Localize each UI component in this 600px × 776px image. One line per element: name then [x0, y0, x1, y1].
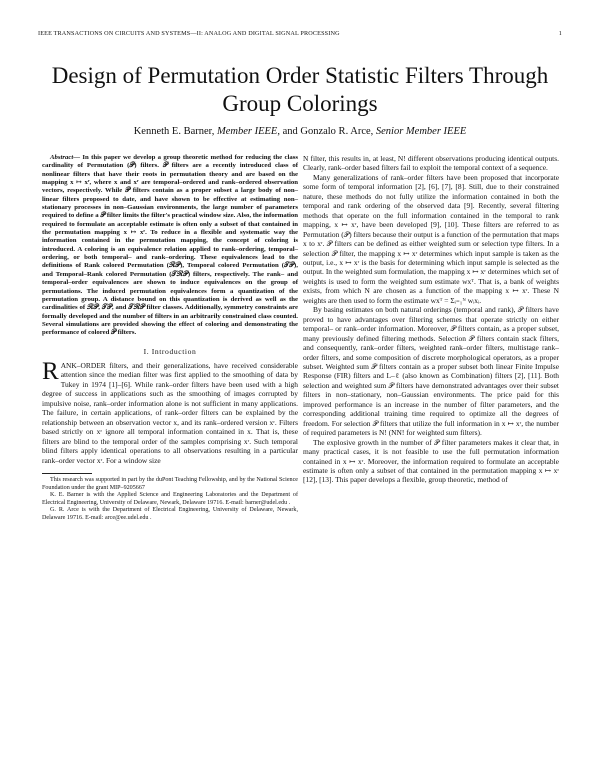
right-column	[303, 154, 559, 485]
right-paragraph-2: Many generalizations of rank–order filters have been proposed that incorporate some form of temporal information [2], [6], [7], [8]. Still, due to their constrained nature, these methods do not fully utilize the information contained in both the temporal and rank ordering of the observed data [9]. Recently, several filtering methods that operate on the full information contained in the temporal to rank mapping, x ↦ xʳ, have been developed [9], [10]. These filters are referred to as Permutation (𝒫) filters because their output is a function of the permutation that maps x to xʳ. 𝒫 filters can be defined as either weighted sum or selection type filters. In a selection 𝒫 filter, the mapping x ↦ xʳ determines which input sample is taken as the output, i.e., x ↦ xʳ is the basis for determining which input sample is selected as the output. In the weighted sum formulation, the mapping x ↦ xʳ determines which set of weights is used to form the weighted sum estimate wxᵀ. That is, a bank of weights exists, from which N are chosen as a function of the mapping x ↦ xʳ. These N weights are then used to form the estimate wxᵀ = Σᵢ₌₁ᴺ wᵢxᵢ.	[303, 172, 559, 305]
abstract	[42, 154, 298, 338]
intro-paragraph-1-text: ANK–ORDER filters, and their generalizations, have received considerable attention since the median filter was first applied to the smoothing of data by Tukey in 1974 [1]–[6]. While rank–order filters have been used with a high degree of success in applications such as the smoothing of images corrupted by impulsive noise, rank–order information alone is not sufficient in many applications. The failure, in certain applications, of rank–order filters can be explained by the relationship between an observation vector x, and its rank–ordered version xʳ. Filters based strictly on xʳ ignore all temporal information contained in x. That is, these filters are blind to the temporal order of the samples comprising xʳ. Such temporal blind filters apply identical operations to all observations resulting in a particular rank–order vector xʳ. For a window size	[42, 361, 298, 465]
right-paragraph-1: N filter, this results in, at least, N! different observations producing identical outputs. Clearly, rank–order based filters fail to exploit the temporal context of a sequence.	[303, 154, 559, 173]
left-column	[42, 154, 298, 522]
dropcap: R	[42, 358, 59, 386]
footnote-funding: This research was supported in part by the duPont Teaching Fellowship, and by the National Science Foundation under the grant MIP–9205667	[42, 477, 298, 491]
footnote-author1: K. E. Barner is with the Applied Science and Engineering Laboratories and the Department of Electrical Engineering, University of Delaware, Newark, Delaware 19716. E-mail: barner@udel.edu .	[42, 492, 298, 506]
section-heading-introduction: I. Introduction	[143, 346, 197, 356]
page-number: 1	[558, 30, 562, 37]
intro-paragraph-1	[42, 358, 298, 465]
author-separator: , and Gonzalo R. Arce,	[277, 126, 376, 137]
running-header	[38, 30, 562, 37]
abstract-lead: Abstract	[50, 154, 74, 161]
author-line	[30, 126, 570, 137]
footnote-rule	[42, 473, 92, 474]
author1-role: Member IEEE	[216, 126, 278, 137]
author2-role: Senior Member IEEE	[375, 126, 467, 137]
right-paragraph-3: By basing estimates on both natural orderings (temporal and rank), 𝒫 filters have proved to have advantages over filtering schemes that operate strictly on either temporal– or rank–order information. Moreover, 𝒫 filters contain, as a proper subset, many previously defined filtering methods. Selection 𝒫 filters contain stack filters, and consequently, rank–order filters, weighted rank–order filters, multistage rank–order filters, and some composition of discrete morphological operators, as a proper subset. Weighted sum 𝒫 filters contain as a proper subset both linear Finite Impulse Response (FIR) filters and L–ℓ (also known as Combination) filters [2], [11]. Both selection and weighted sum 𝒫 filters have demonstrated advantages over their subset filters in non–stationary, non–Gaussian environments. The price paid for this improved performance is an increase in the number of filter parameters, and the corresponding additional training time required to optimize all the degrees of freedom. For selection 𝒫 filters that utilize the full information in x ↦ xʳ, the number of required parameters is N! (NN! for weighted sum filters).	[303, 305, 559, 438]
journal-name: IEEE TRANSACTIONS ON CIRCUITS AND SYSTEMS—II: ANALOG AND DIGITAL SIGNAL PROCESSING	[38, 30, 340, 37]
abstract-body: — In this paper we develop a group theoretic method for reducing the class cardinality of Permutation (𝒫) filters. 𝒫 filters are a recently introduced class of nonlinear filters that have their roots in permutation theory and are based on the mapping x ↦ xʳ, where x and xʳ are temporal–ordered and rank–ordered observation vectors, respectively. While 𝒫 filters contain as a proper subset a large body of non–linear filters proposed to date, and have shown to be effective at estimating non–stationary processes in non–Gaussian environments, the large number of parameters required to define a 𝒫 filter limits the filter's practical window size. Also, the information required to formulate an acceptable estimate is often only a subset of that contained in the permutation mapping x ↦ xʳ. To reduce in a flexible and systematic way the information contained in the permutation mapping, the concept of coloring is introduced. A coloring is an equivalence relation applied to rank–ordering, temporal–ordering, or both temporal– and rank–ordering. These equivalences lead to the definitions of Rank colored Permutation (ℛ𝒫), Temporal colored Permutation (𝒯𝒫), and Temporal–Rank colored Permutation (𝒯ℛ𝒫) filters, respectively. The rank– and temporal–order equivalences are shown to induce equivalences on the group of permutations. The induced permutation equivalences form a quantization of the permutation group. A distance bound on this quantization is derived as well as the cardinalities of ℛ𝒫, 𝒯𝒫, and 𝒯ℛ𝒫 filter classes. Additionally, symmetry constraints are formally developed and the number of filters in an arbitrarily constrained class counted. Several simulations are provided showing the effect of coloring and demonstrating the performance of colored 𝒫 filters.	[42, 154, 298, 337]
paper-title: Design of Permutation Order Statistic Filters Through Group Colorings	[51, 63, 549, 116]
author1-name: Kenneth E. Barner,	[133, 126, 217, 137]
right-paragraph-4: The explosive growth in the number of 𝒫 filter parameters makes it clear that, in many practical cases, it is not feasible to use the full permutation information contained in x ↦ xʳ. Moreover, the information required to formulate an acceptable estimate is often only a subset of that contained in the permutation mapping x ↦ xʳ [12], [13]. This paper develops a flexible, group theoretic, method of	[303, 437, 559, 485]
footnote-author2: G. R. Arce is with the Department of Electrical Engineering, University of Delaware, Newark, Delaware 19716. E-mail: arce@ee.udel.edu .	[42, 507, 298, 521]
